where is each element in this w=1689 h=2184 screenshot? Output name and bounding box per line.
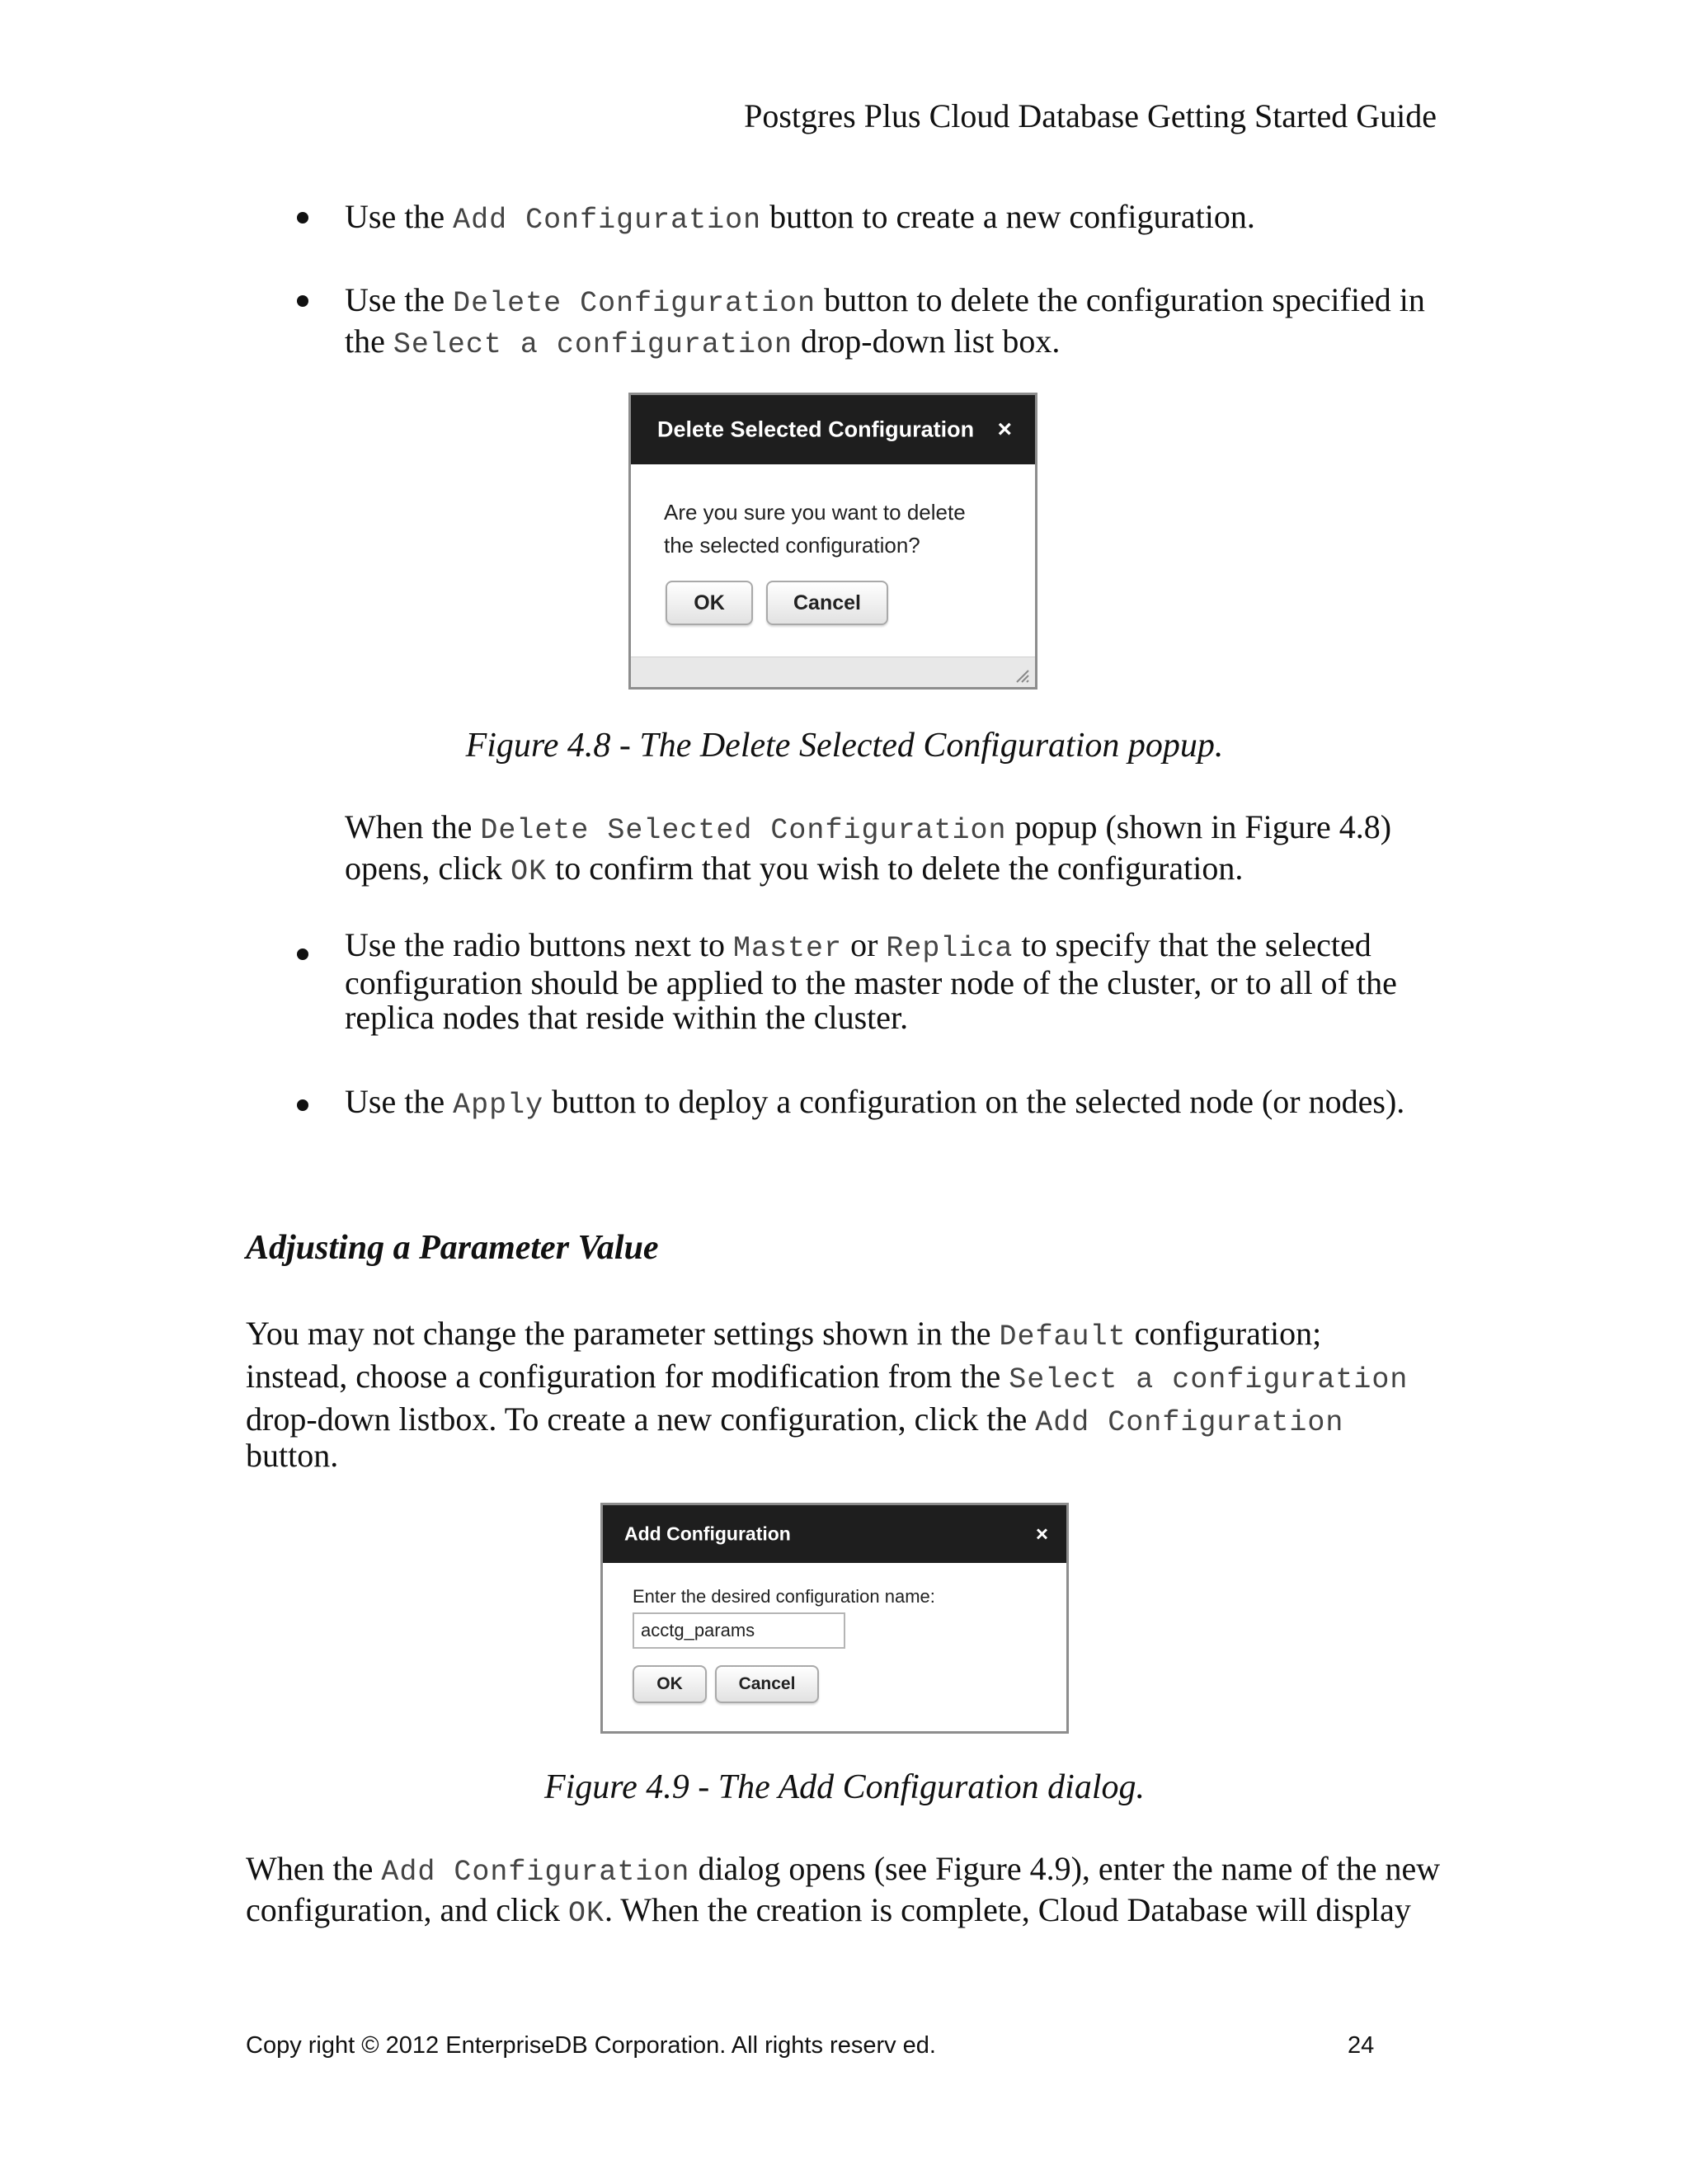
config-name-input[interactable]: acctg_params — [633, 1612, 845, 1649]
dialog-title: Delete Selected Configuration — [657, 417, 975, 442]
code-add-configuration: Add Configuration — [381, 1856, 690, 1889]
dialog-message — [664, 496, 966, 562]
dialog-body — [631, 464, 1035, 657]
text: You may not change the parameter settings shown in the — [246, 1315, 1000, 1352]
code-select-a-configuration: Select a configuration — [1009, 1363, 1409, 1396]
figure-caption: Figure 4.9 - The Add Configuration dialog. — [543, 1768, 1145, 1806]
code-default: Default — [999, 1320, 1127, 1353]
code-apply: Apply — [453, 1089, 544, 1122]
message-line: Are you sure you want to delete — [664, 500, 966, 525]
page-header-title: Postgres Plus Cloud Database Getting Started Guide — [744, 97, 1437, 134]
code-master: Master — [733, 932, 843, 965]
code-replica: Replica — [886, 932, 1014, 965]
ok-button[interactable]: OK — [633, 1665, 707, 1703]
text: replica nodes that reside within the cluster. — [345, 999, 909, 1036]
resize-grip-icon[interactable] — [1012, 666, 1030, 684]
bullet-dot — [297, 948, 308, 960]
text: configuration, and click — [246, 1891, 568, 1928]
bullet-apply — [345, 1083, 1404, 1124]
text: or — [842, 926, 887, 963]
paragraph-delete-popup — [345, 808, 1391, 891]
section-paragraph — [246, 1314, 1408, 1476]
code-ok: OK — [567, 1897, 605, 1930]
bullet-radio-buttons — [345, 928, 1397, 1035]
code-delete-configuration: Delete Configuration — [453, 287, 816, 320]
footer-page-number: 24 — [1348, 2032, 1375, 2059]
dialog-title: Add Configuration — [624, 1523, 791, 1545]
text: button. — [246, 1437, 339, 1474]
close-icon[interactable]: × — [997, 416, 1012, 443]
text: instead, choose a configuration for modification from the — [246, 1358, 1009, 1395]
dialog-titlebar — [603, 1505, 1066, 1563]
dialog-titlebar — [631, 395, 1035, 464]
text: . When the creation is complete, Cloud Database will display — [605, 1891, 1411, 1928]
code-delete-selected-configuration: Delete Selected Configuration — [480, 814, 1007, 847]
bullet-dot — [297, 212, 308, 224]
delete-configuration-dialog — [628, 393, 1037, 690]
code-add-configuration: Add Configuration — [453, 204, 762, 237]
text: the — [345, 322, 393, 360]
text: configuration; — [1126, 1315, 1322, 1352]
bullet-dot — [297, 1099, 308, 1111]
text: Use the — [345, 198, 454, 235]
code-select-configuration: Select a configuration — [393, 328, 793, 361]
close-icon[interactable]: × — [1035, 1521, 1048, 1546]
config-name-label: Enter the desired configuration name: — [633, 1586, 935, 1607]
ok-button[interactable]: OK — [666, 581, 753, 625]
text: Use the radio buttons next to — [345, 926, 734, 963]
text: drop-down listbox. To create a new configuration, click the — [246, 1400, 1036, 1438]
footer-copyright: Copy right © 2012 EnterpriseDB Corporation. All rights reserv ed. — [246, 2032, 936, 2059]
text: button to create a new configuration. — [761, 198, 1255, 235]
text: When the — [345, 808, 481, 845]
bullet-delete-config — [345, 281, 1425, 364]
text: button to deploy a configuration on the selected node (or nodes). — [543, 1083, 1405, 1120]
dialog-body — [603, 1563, 1066, 1731]
text: opens, click — [345, 850, 511, 887]
figure-caption: Figure 4.8 - The Delete Selected Configuration popup. — [465, 727, 1224, 765]
text: to confirm that you wish to delete the configuration. — [547, 850, 1244, 887]
code-add-configuration: Add Configuration — [1035, 1406, 1344, 1439]
text: button to delete the configuration specified in — [816, 281, 1425, 318]
text: When the — [246, 1850, 382, 1887]
text: Use the — [345, 1083, 454, 1120]
cancel-button[interactable]: Cancel — [766, 581, 888, 625]
code-ok: OK — [510, 855, 548, 888]
bullet-add-config — [345, 198, 1255, 239]
section-heading: Adjusting a Parameter Value — [246, 1229, 659, 1267]
cancel-button[interactable]: Cancel — [715, 1665, 819, 1703]
text: Use the — [345, 281, 454, 318]
text: dialog opens (see Figure 4.9), enter the name of the new — [689, 1850, 1441, 1887]
text: popup (shown in Figure 4.8) — [1006, 808, 1392, 845]
text: to specify that the selected — [1013, 926, 1371, 963]
paragraph-add-dialog — [246, 1850, 1440, 1932]
dialog-footer — [631, 657, 1035, 687]
bullet-dot — [297, 295, 308, 307]
message-line: the selected configuration? — [664, 533, 920, 558]
add-configuration-dialog — [600, 1503, 1069, 1734]
text: configuration should be applied to the master node of the cluster, or to all of the — [345, 964, 1397, 1001]
text: drop-down list box. — [792, 322, 1061, 360]
